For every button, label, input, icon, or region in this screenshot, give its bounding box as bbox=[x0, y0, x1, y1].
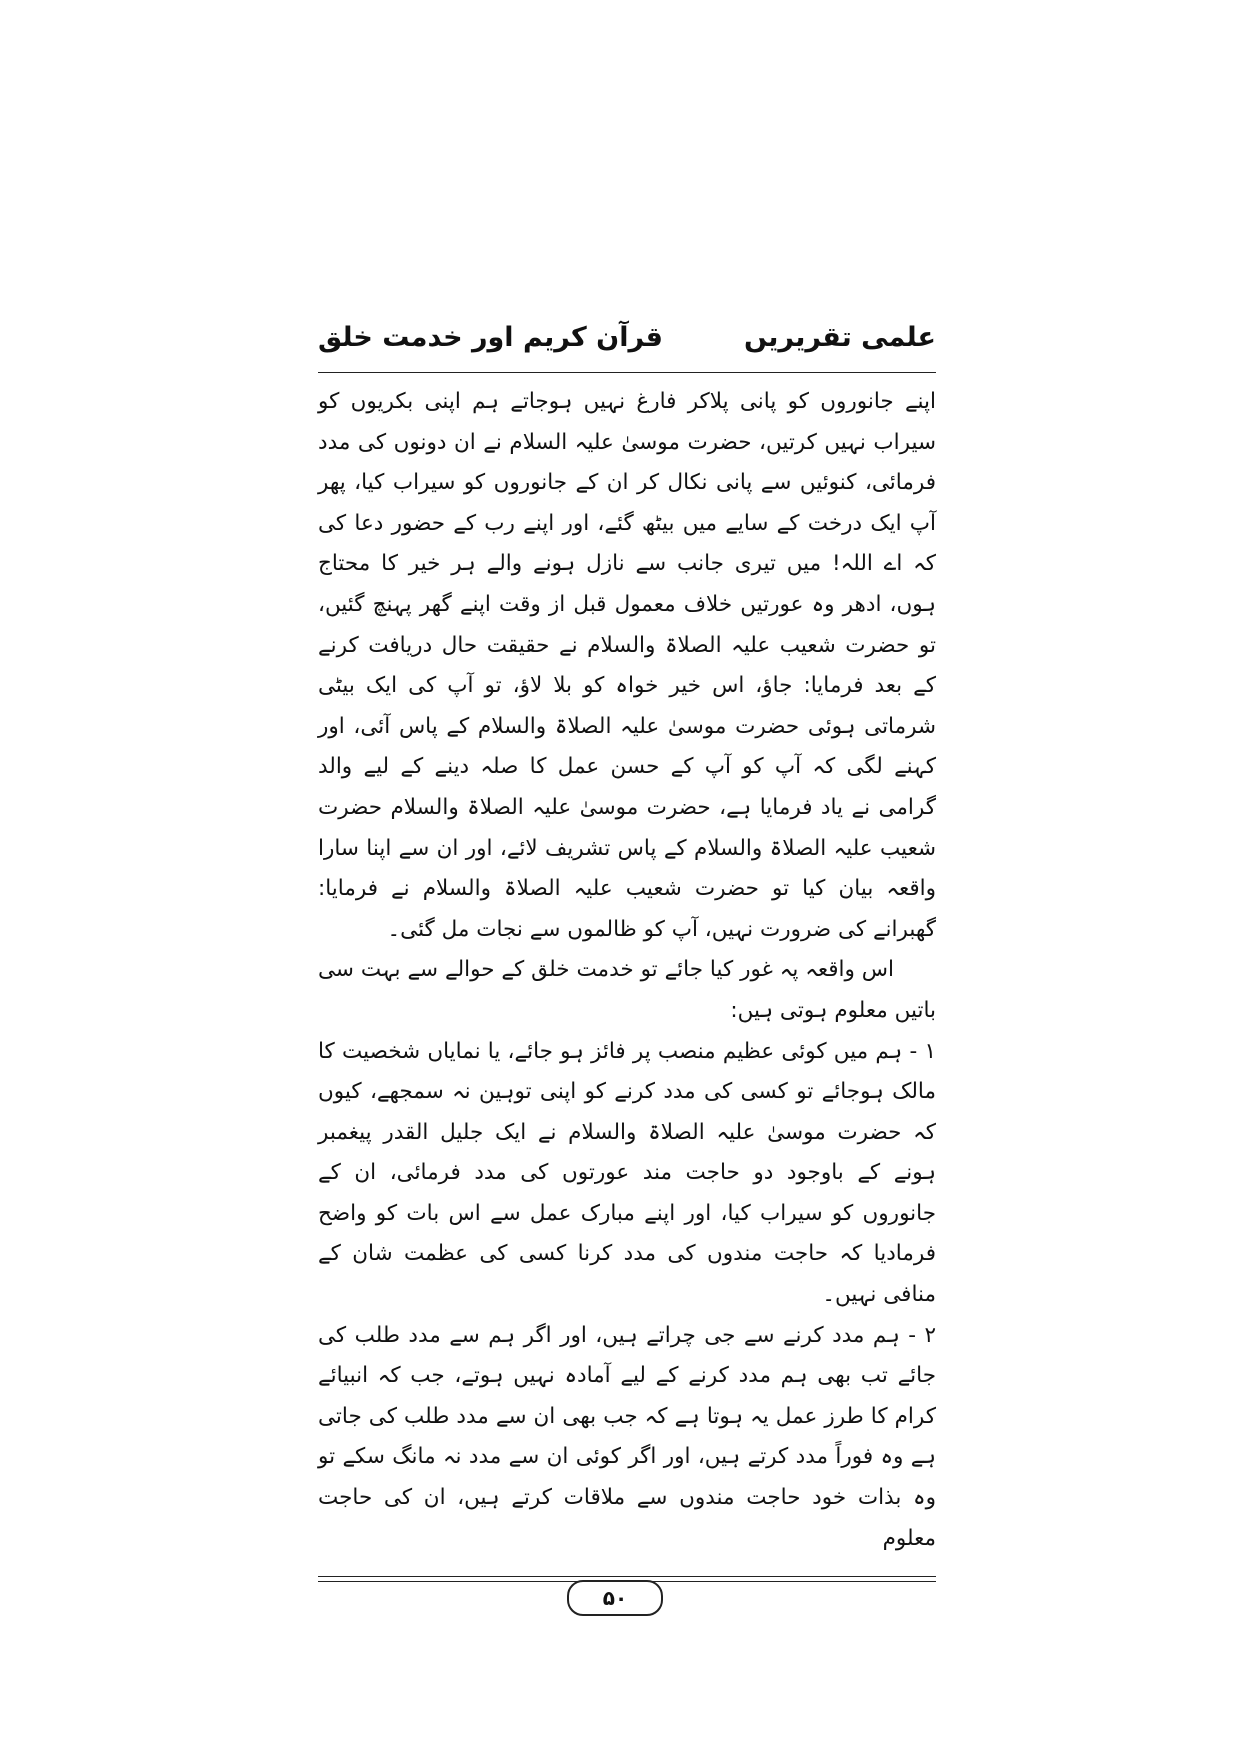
paragraph-point-2: ۲ - ہم مدد کرنے سے جی چراتے ہیں، اور اگر ہم سے مدد طلب کی جائے تب بھی ہم مدد کرنے کے لیے آمادہ نہیں ہوتے، جب کہ انبیائے کرام کا طرز عمل یہ ہوتا ہے کہ جب بھی ان سے مدد طلب کی جاتی ہے وہ فوراً مدد کرتے ہیں، اور اگر کوئی ان سے مدد نہ مانگ سکے تو وہ بذات خود حاجت مندوں سے ملاقات کرتے ہیں، ان کی حاجت معلوم bbox=[318, 1322, 936, 1551]
paragraph-point-1: ۱ - ہم میں کوئی عظیم منصب پر فائز ہو جائے، یا نمایاں شخصیت کا مالک ہوجائے تو کسی کی مدد کرنے کو اپنی توہین نہ سمجھے، کیوں کہ حضرت موسیٰ علیہ الصلاۃ والسلام نے ایک جلیل القدر پیغمبر ہونے کے باوجود دو حاجت مند عورتوں کی مدد فرمائی، ان کے جانوروں کو سیراب کیا، اور اپنے مبارک عمل سے اس بات کو واضح فرمادیا کہ حاجت مندوں کی مدد کرنا کسی کی عظمت شان کے منافی نہیں۔ bbox=[318, 1038, 936, 1308]
header-rule bbox=[318, 372, 936, 373]
book-title: علمی تقریریں bbox=[743, 322, 936, 353]
footer-rule bbox=[318, 1576, 936, 1577]
running-header bbox=[318, 320, 936, 370]
paragraph-intro: اس واقعہ پہ غور کیا جائے تو خدمت خلق کے حوالے سے بہت سی باتیں معلوم ہوتی ہیں: bbox=[318, 957, 936, 1023]
body-text bbox=[318, 382, 936, 1559]
page-number: ۵۰ bbox=[567, 1580, 663, 1616]
chapter-title: قرآن کریم اور خدمت خلق bbox=[318, 322, 663, 353]
paragraph-story: اپنے جانوروں کو پانی پلاکر فارغ نہیں ہوجاتے ہم اپنی بکریوں کو سیراب نہیں کرتیں، حضرت موسیٰ علیہ السلام نے ان دونوں کی مدد فرمائی، کنوئیں سے پانی نکال کر ان کے جانوروں کو سیراب کیا، پھر آپ ایک درخت کے سایے میں بیٹھ گئے، اور اپنے رب کے حضور دعا کی کہ اے اللہ! میں تیری جانب سے نازل ہونے والے ہر خیر کا محتاج ہوں، ادھر وہ عورتیں خلاف معمول قبل از وقت اپنے گھر پہنچ گئیں، تو حضرت شعیب علیہ الصلاۃ والسلام نے حقیقت حال دریافت کرنے کے بعد فرمایا: جاؤ، اس خیر خواہ کو بلا لاؤ، تو آپ کی ایک بیٹی شرماتی ہوئی حضرت موسیٰ علیہ الصلاۃ والسلام کے پاس آئی، اور کہنے لگی کہ آپ کو آپ کے حسن عمل کا صلہ دینے کے لیے والد گرامی نے یاد فرمایا ہے، حضرت موسیٰ علیہ الصلاۃ والسلام حضرت شعیب علیہ الصلاۃ والسلام کے پاس تشریف لائے، اور ان سے اپنا سارا واقعہ بیان کیا تو حضرت شعیب علیہ الصلاۃ والسلام نے فرمایا: گھبرانے کی ضرورت نہیں، آپ کو ظالموں سے نجات مل گئی۔ bbox=[318, 389, 936, 942]
